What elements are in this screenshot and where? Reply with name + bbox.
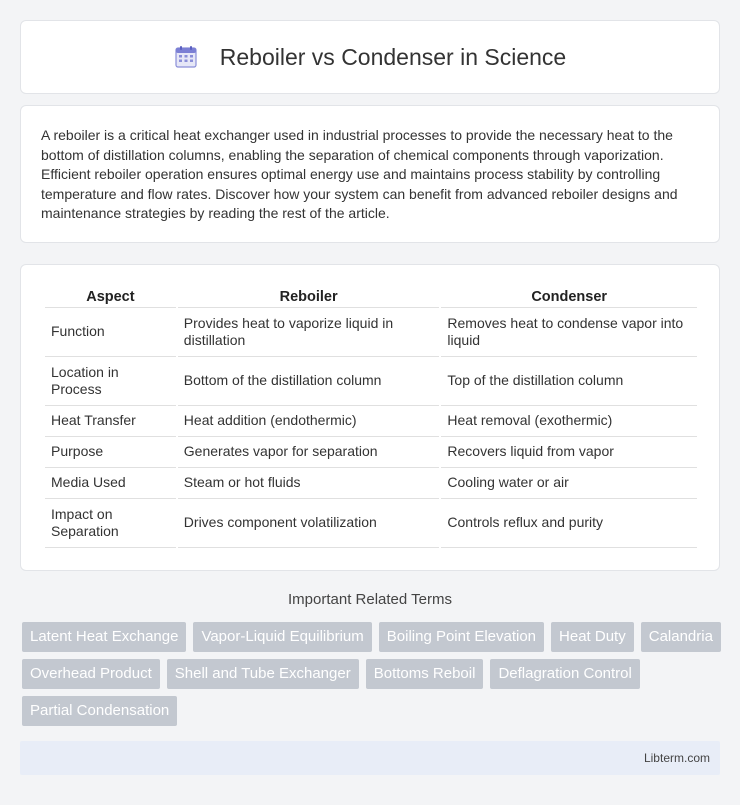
page-title: Reboiler vs Condenser in Science bbox=[219, 43, 567, 70]
tag-partial-condensation[interactable]: Partial Condensation bbox=[22, 696, 177, 726]
cell-reboiler: Bottom of the distillation column bbox=[178, 357, 440, 406]
header-reboiler: Reboiler bbox=[178, 287, 440, 308]
table-row bbox=[45, 308, 697, 357]
tag-bottoms-reboil[interactable]: Bottoms Reboil bbox=[366, 659, 484, 689]
tag-heat-duty[interactable]: Heat Duty bbox=[551, 622, 634, 652]
related-terms-title: Important Related Terms bbox=[288, 591, 452, 608]
cell-aspect: Location in Process bbox=[45, 357, 176, 406]
tag-overhead-product[interactable]: Overhead Product bbox=[22, 659, 160, 689]
cell-aspect: Media Used bbox=[45, 468, 176, 499]
tag-latent-heat-exchange[interactable]: Latent Heat Exchange bbox=[22, 622, 186, 652]
title-wrap bbox=[174, 44, 566, 71]
cell-reboiler: Steam or hot fluids bbox=[178, 468, 440, 499]
table-row bbox=[45, 437, 697, 468]
cell-aspect: Function bbox=[45, 308, 176, 357]
tag-vapor-liquid-equilibrium[interactable]: Vapor-Liquid Equilibrium bbox=[193, 622, 371, 652]
cell-aspect: Impact on Separation bbox=[45, 499, 176, 548]
header-card bbox=[20, 20, 720, 94]
cell-condenser: Heat removal (exothermic) bbox=[441, 406, 697, 437]
cell-condenser: Controls reflux and purity bbox=[441, 499, 697, 548]
comparison-table bbox=[43, 287, 699, 548]
cell-condenser: Recovers liquid from vapor bbox=[441, 437, 697, 468]
cell-aspect: Purpose bbox=[45, 437, 176, 468]
cell-reboiler: Provides heat to vaporize liquid in distillation bbox=[178, 308, 440, 357]
calendar-icon bbox=[174, 45, 198, 69]
tag-boiling-point-elevation[interactable]: Boiling Point Elevation bbox=[379, 622, 544, 652]
footer-site-link[interactable]: Libterm.com bbox=[643, 751, 710, 765]
cell-reboiler: Generates vapor for separation bbox=[178, 437, 440, 468]
tag-calandria[interactable]: Calandria bbox=[641, 622, 721, 652]
tag-deflagration-control[interactable]: Deflagration Control bbox=[490, 659, 639, 689]
intro-paragraph: A reboiler is a critical heat exchanger used in industrial processes to provide the necessary heat to the bottom of distillation columns, enabling the separation of chemical components through vaporization. Efficient reboiler operation ensures optimal energy use and maintains process stability by controlling temperature and flow rates. Discover how your system can benefit from advanced reboiler designs and maintenance strategies by reading the rest of the article. bbox=[41, 127, 678, 222]
cell-reboiler: Drives component volatilization bbox=[178, 499, 440, 548]
related-terms-list bbox=[22, 622, 722, 726]
header-aspect: Aspect bbox=[45, 287, 176, 308]
cell-condenser: Removes heat to condense vapor into liquid bbox=[441, 308, 697, 357]
cell-condenser: Top of the distillation column bbox=[441, 357, 697, 406]
table-header-row bbox=[45, 287, 697, 308]
tag-shell-and-tube-exchanger[interactable]: Shell and Tube Exchanger bbox=[167, 659, 359, 689]
comparison-card bbox=[20, 264, 720, 571]
table-row bbox=[45, 357, 697, 406]
cell-reboiler: Heat addition (endothermic) bbox=[178, 406, 440, 437]
cell-aspect: Heat Transfer bbox=[45, 406, 176, 437]
header-condenser: Condenser bbox=[441, 287, 697, 308]
cell-condenser: Cooling water or air bbox=[441, 468, 697, 499]
footer bbox=[20, 741, 720, 775]
table-row bbox=[45, 468, 697, 499]
table-row bbox=[45, 499, 697, 548]
intro-card bbox=[20, 105, 720, 243]
table-row bbox=[45, 406, 697, 437]
